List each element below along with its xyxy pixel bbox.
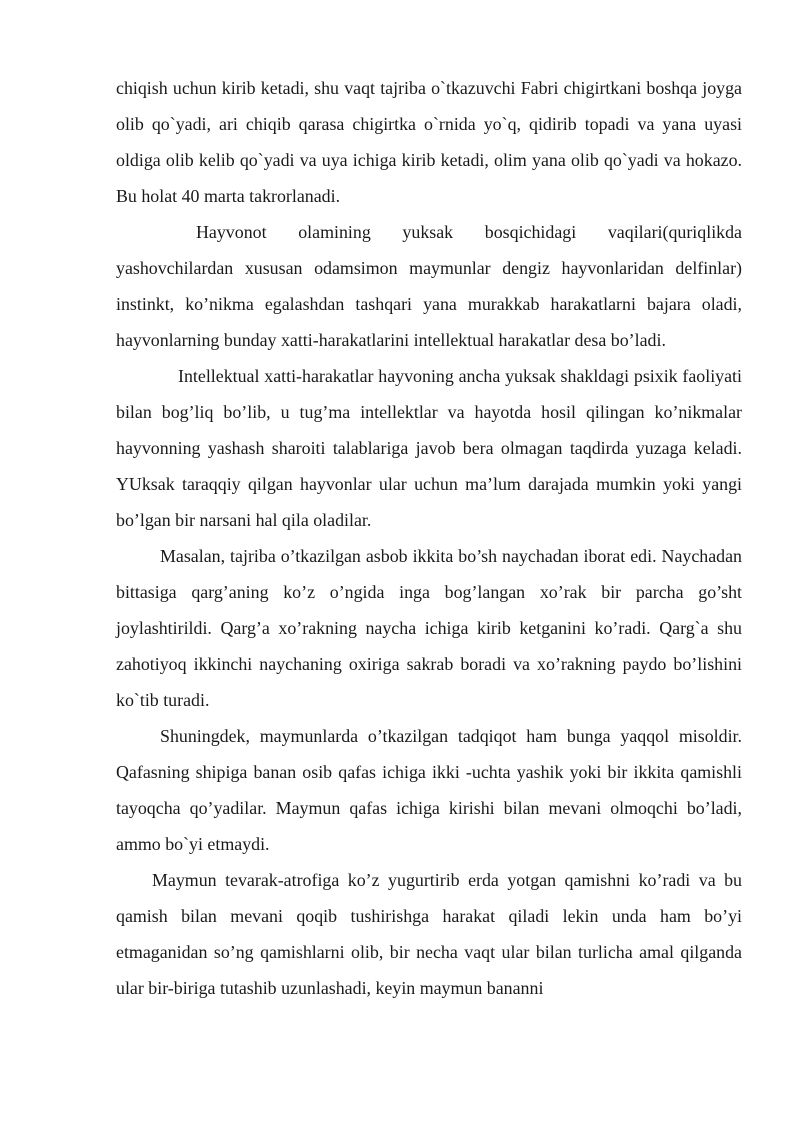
paragraph-1: chiqish uchun kirib ketadi, shu vaqt tajriba o`tkazuvchi Fabri chigirtkani boshqa joyga olib qo`yadi, ari chiqib qarasa chigirtka o`rnida yo`q, qidirib topadi va yana uyasi oldiga olib kelib qo`yadi va uya ichiga kirib ketadi, olim yana olib qo`yadi va hokazo. Bu holat 40 marta takrorlanadi. (116, 78, 742, 206)
paragraph-4: Masalan, tajriba o’tkazilgan asbob ikkita bo’sh naychadan iborat edi. Naychadan bittasiga qarg’aning ko’z o’ngida inga bog’langan xo’rak bir parcha go’sht joylashtirildi. Qarg’a xo’rakning naycha ichiga kirib ketganini ko’radi. Qarg`a shu zahotiyoq ikkinchi naychaning oxiriga sakrab boradi va xo’rakning paydo bo’lishini ko`tib turadi. (116, 546, 742, 710)
paragraph-5: Shuningdek, maymunlarda o’tkazilgan tadqiqot ham bunga yaqqol misoldir. Qafasning shipiga banan osib qafas ichiga ikki -uchta yashik yoki bir ikkita qamishli tayoqcha qo’yadilar. Maymun qafas ichiga kirishi bilan mevani olmoqchi bo’ladi, ammo bo`yi etmaydi. (116, 726, 742, 854)
document-body (116, 70, 742, 1006)
paragraph-2: Hayvonot olamining yuksak bosqichidagi vaqilari(quriqlikda yashovchilardan xususan odamsimon maymunlar dengiz hayvonlaridan delfinlar) instinkt, ko’nikma egalashdan tashqari yana murakkab harakatlarni bajara oladi, hayvonlarning bunday xatti-harakatlarini intellektual harakatlar desa bo’ladi. (116, 222, 742, 350)
paragraph-3: Intellektual xatti-harakatlar hayvoning ancha yuksak shakldagi psixik faoliyati bilan bog’liq bo’lib, u tug’ma intellektlar va hayotda hosil qilingan ko’nikmalar hayvonning yashash sharoiti talablariga javob bera olmagan taqdirda yuzaga keladi. YUksak taraqqiy qilgan hayvonlar ular uchun ma’lum darajada mumkin yoki yangi bo’lgan bir narsani hal qila oladilar. (116, 366, 742, 530)
paragraph-6: Maymun tevarak-atrofiga ko’z yugurtirib erda yotgan qamishni ko’radi va bu qamish bilan mevani qoqib tushirishga harakat qiladi lekin unda ham bo’yi etmaganidan so’ng qamishlarni olib, bir necha vaqt ular bilan turlicha amal qilganda ular bir-biriga tutashib uzunlashadi, keyin maymun bananni (116, 870, 742, 998)
